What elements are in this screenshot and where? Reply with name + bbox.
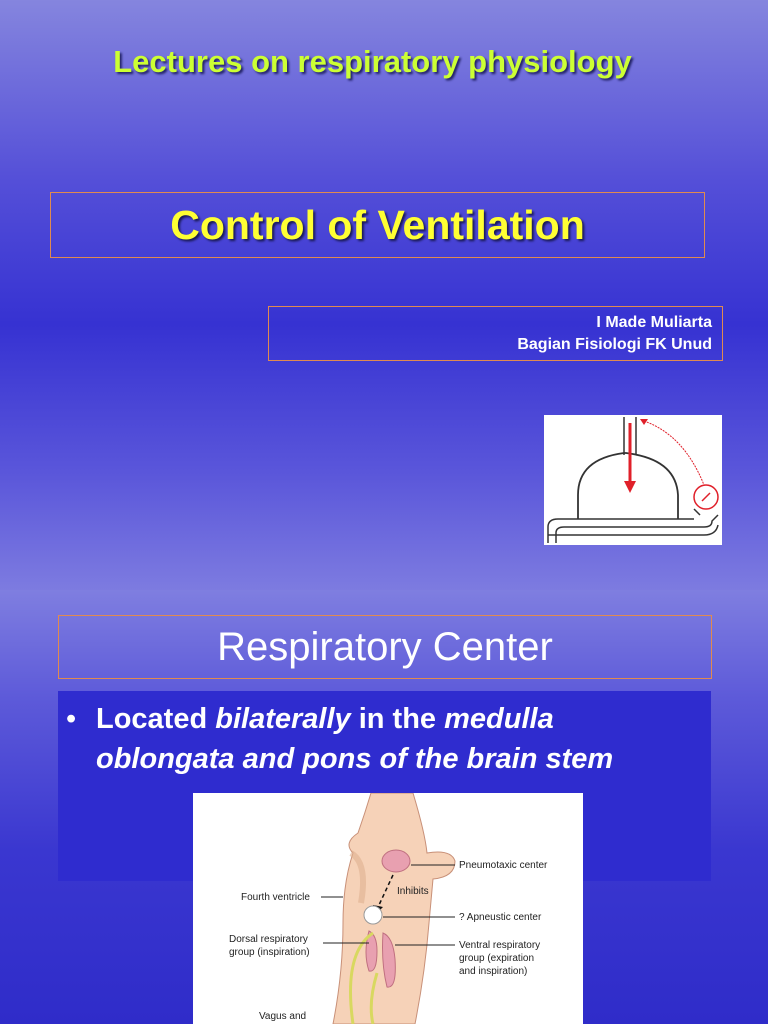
bullet-item	[66, 699, 706, 779]
label-ventral-3: and inspiration)	[459, 966, 528, 977]
label-vagus: Vagus and	[259, 1011, 307, 1022]
label-pneumotaxic: Pneumotaxic center	[459, 860, 548, 871]
slide-title-box	[58, 615, 712, 679]
bullet-emphasis: oblongata and pons of the brain stem	[96, 743, 614, 775]
brainstem-illustration	[193, 793, 583, 1024]
author-affiliation: Bagian Fisiologi FK Unud	[517, 336, 712, 353]
author-box	[268, 306, 723, 361]
label-dorsal-1: Dorsal respiratory	[229, 934, 308, 945]
label-ventral-1: Ventral respiratory	[459, 940, 541, 951]
main-title: Control of Ventilation	[170, 201, 585, 248]
label-apneustic: ? Apneustic center	[459, 912, 542, 923]
bullet-text: Located	[96, 703, 216, 735]
ventilation-diagram	[544, 415, 722, 545]
label-ventral-2: group (expiration	[459, 953, 535, 964]
label-fourth-ventricle: Fourth ventricle	[241, 892, 310, 903]
respiratory-center-slide	[0, 590, 768, 1024]
bullet-emphasis: bilaterally	[215, 703, 351, 735]
main-title-box	[50, 192, 705, 258]
label-dorsal-2: group (inspiration)	[229, 947, 310, 958]
slide-title: Respiratory Center	[217, 624, 553, 669]
author-name: I Made Muliarta	[596, 314, 712, 331]
bullet-emphasis: medulla	[444, 703, 554, 735]
label-inhibits: Inhibits	[397, 886, 429, 897]
bullet-text: in the	[350, 703, 445, 735]
brainstem-diagram	[193, 793, 583, 1024]
lecture-series-title: Lectures on respiratory physiology	[113, 44, 632, 79]
bell-jar-illustration	[544, 415, 722, 545]
bullet-marker: •	[66, 703, 77, 735]
